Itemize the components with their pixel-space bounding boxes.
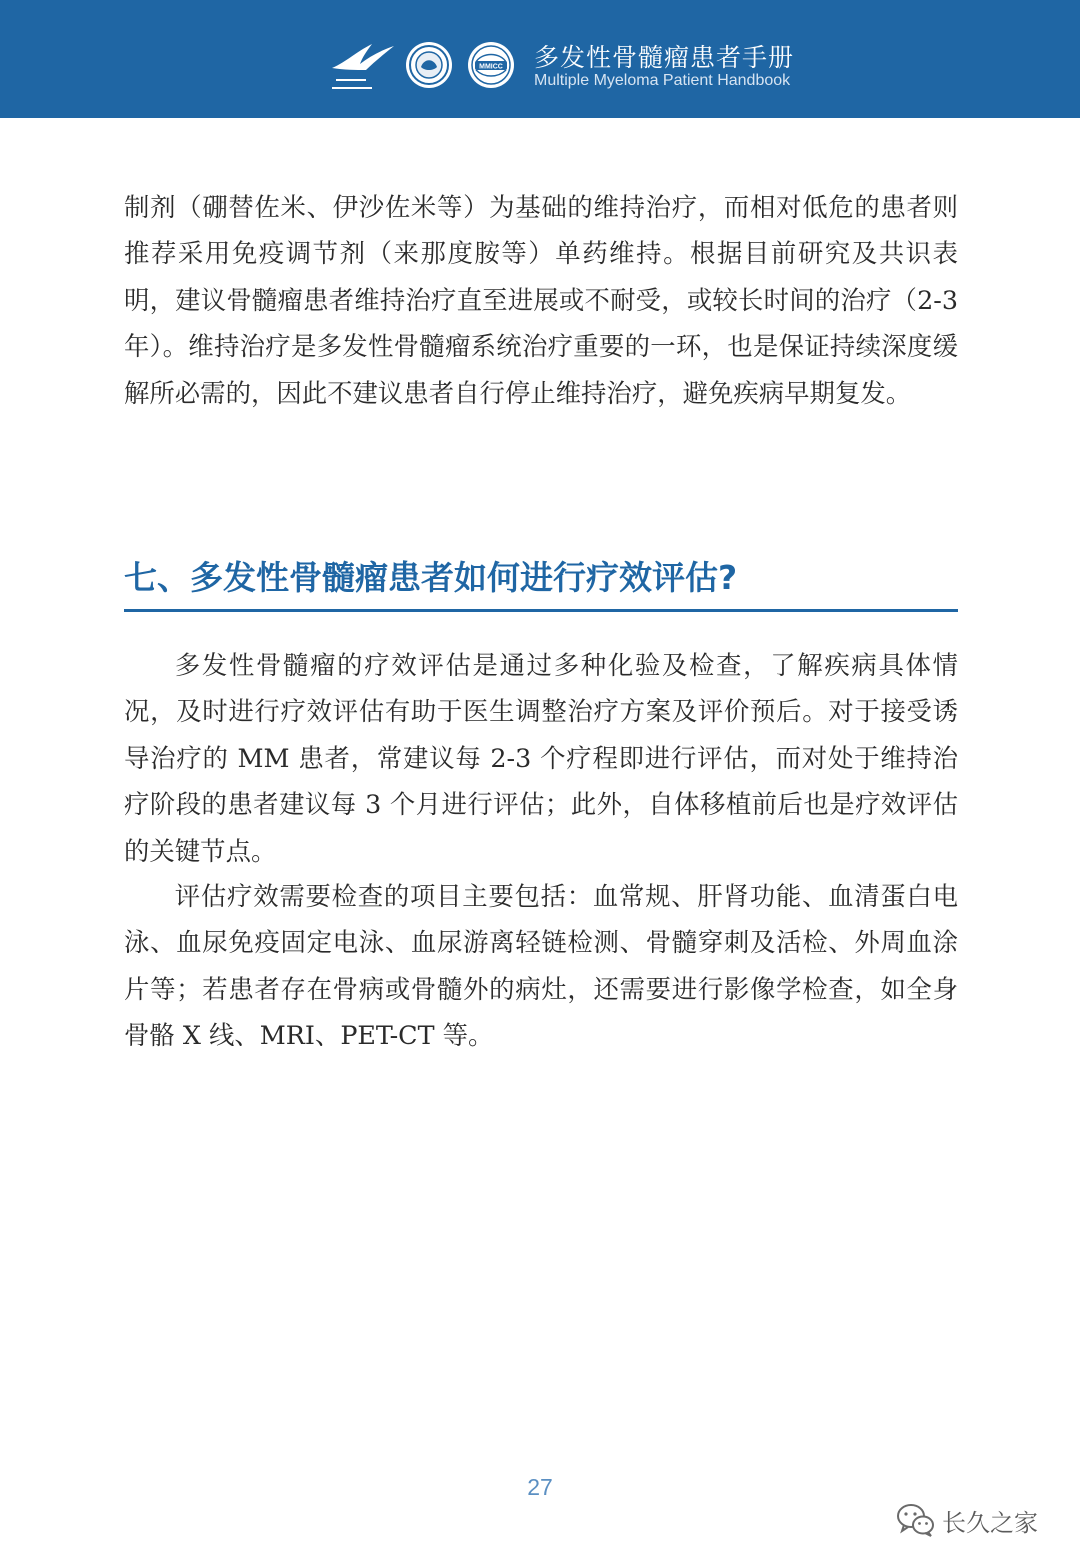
watermark xyxy=(896,1500,1038,1540)
watermark-text: 长久之家 xyxy=(942,1508,1038,1537)
heading-underline xyxy=(124,609,958,612)
page-number: 27 xyxy=(527,1474,553,1500)
handbook-title: 多发性骨髓瘤患者手册 xyxy=(534,43,795,72)
association-seal-icon xyxy=(404,40,454,90)
section-paragraph: 多发性骨髓瘤的疗效评估是通过多种化验及检查，了解疾病具体情况，及时进行疗效评估有助于医生调整治疗方案及评价预后。对于接受诱导治疗的 MM 患者，常建议每 2-3 个疗程即进行评估，而对处于维持治疗阶段的患者建议每 3 个月进行评估；此外，自体移植前后也是疗效评估的关键节点。 xyxy=(124,650,958,866)
mmicc-seal-icon xyxy=(466,40,516,90)
handbook-subtitle: Multiple Myeloma Patient Handbook xyxy=(534,72,791,89)
section-paragraph: 评估疗效需要检查的项目主要包括：血常规、肝肾功能、血清蛋白电泳、血尿免疫固定电泳、血尿游离轻链检测、骨髓穿刺及活检、外周血涂片等；若患者存在骨病或骨髓外的病灶，还需要进行影像学检查，如全身骨骼 X 线、MRI、PET-CT 等。 xyxy=(124,881,958,1051)
bird-logo-icon xyxy=(326,36,398,94)
page-header xyxy=(0,0,1080,118)
wechat-icon xyxy=(896,1502,936,1538)
intro-paragraph: 制剂（硼替佐米、伊沙佐米等）为基础的维持治疗，而相对低危的患者则推荐采用免疫调节剂（来那度胺等）单药维持。根据目前研究及共识表明，建议骨髓瘤患者维持治疗直至进展或不耐受，或较长时间的治疗（2-3 年）。维持治疗是多发性骨髓瘤系统治疗重要的一环，也是保证持续深度缓解所必需的，因此不建议患者自行停止维持治疗，避免疾病早期复发。 xyxy=(124,192,958,408)
mmicc-seal-label: MMICC xyxy=(479,63,503,71)
section-heading: 七、多发性骨髓瘤患者如何进行疗效评估? xyxy=(124,558,738,597)
